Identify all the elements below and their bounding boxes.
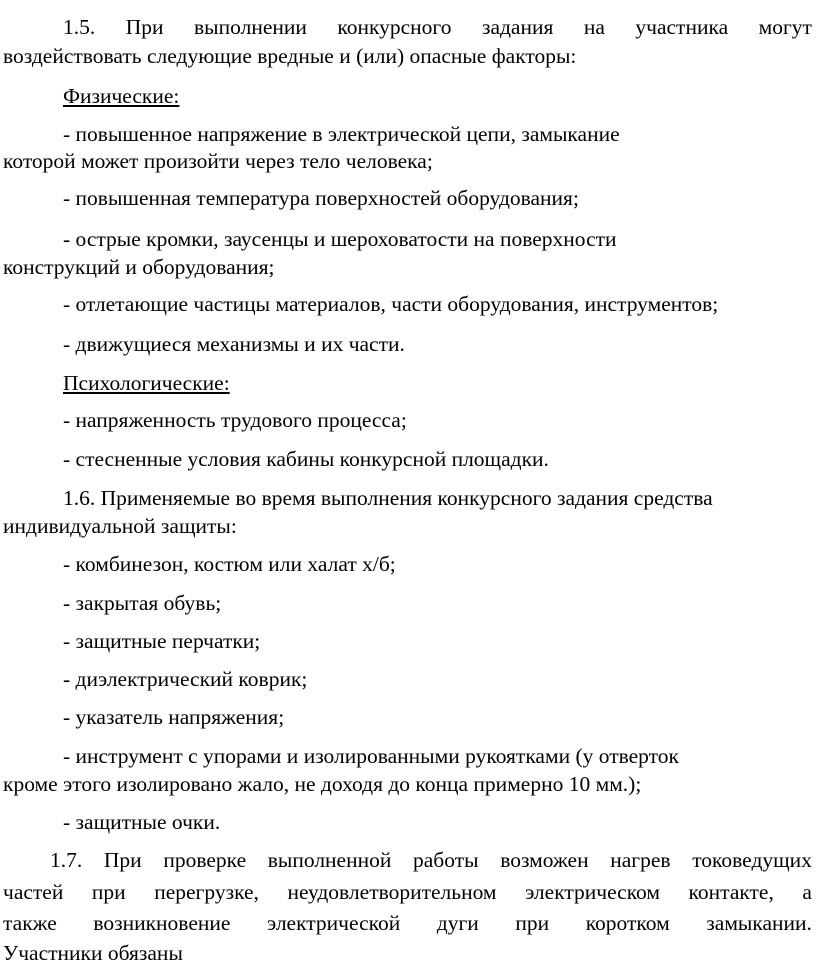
paragraph-1-7-line-4: Участники обязаны xyxy=(3,941,183,965)
paragraph-1-5-line-2: воздействовать следующие вредные и (или) опасные факторы: xyxy=(3,44,577,68)
paragraph-1-5-line-1: 1.5. При выполнении конкурсного задания на участника могут xyxy=(63,15,812,39)
list-item: - комбинезон, костюм или халат х/б; xyxy=(63,552,396,576)
list-item-continuation: которой может произойти через тело человека; xyxy=(3,149,433,173)
list-item-continuation: кроме этого изолировано жало, не доходя до конца примерно 10 мм.); xyxy=(3,772,642,796)
list-item: - закрытая обувь; xyxy=(63,591,222,615)
paragraph-1-6-line-2: индивидуальной защиты: xyxy=(3,514,237,538)
list-item: - диэлектрический коврик; xyxy=(63,667,308,691)
list-item: - защитные очки. xyxy=(63,810,221,834)
paragraph-1-7-line-3: также возникновение электрической дуги при коротком замыкании. xyxy=(3,911,812,935)
list-item: - повышенная температура поверхностей оборудования; xyxy=(63,186,579,210)
paragraph-1-7-line-1: 1.7. При проверке выполненной работы возможен нагрев токоведущих xyxy=(50,848,812,872)
list-item: - стесненные условия кабины конкурсной площадки. xyxy=(63,447,549,471)
list-item: - отлетающие частицы материалов, части оборудования, инструментов; xyxy=(63,292,719,316)
paragraph-1-7-line-2: частей при перегрузке, неудовлетворительном электрическом контакте, а xyxy=(3,880,812,904)
section-heading-physical: Физические: xyxy=(63,84,180,108)
list-item: - острые кромки, заусенцы и шероховатости на поверхности xyxy=(63,227,617,251)
list-item: - повышенное напряжение в электрической цепи, замыкание xyxy=(63,122,620,146)
list-item: - напряженность трудового процесса; xyxy=(63,408,407,432)
list-item: - защитные перчатки; xyxy=(63,629,261,653)
section-heading-psychological: Психологические: xyxy=(63,371,230,395)
list-item: - инструмент с упорами и изолированными рукоятками (у отверток xyxy=(63,744,679,768)
list-item: - указатель напряжения; xyxy=(63,705,285,729)
list-item: - движущиеся механизмы и их части. xyxy=(63,332,405,356)
list-item-continuation: конструкций и оборудования; xyxy=(3,255,275,279)
paragraph-1-6-line-1: 1.6. Применяемые во время выполнения конкурсного задания средства xyxy=(63,486,713,510)
